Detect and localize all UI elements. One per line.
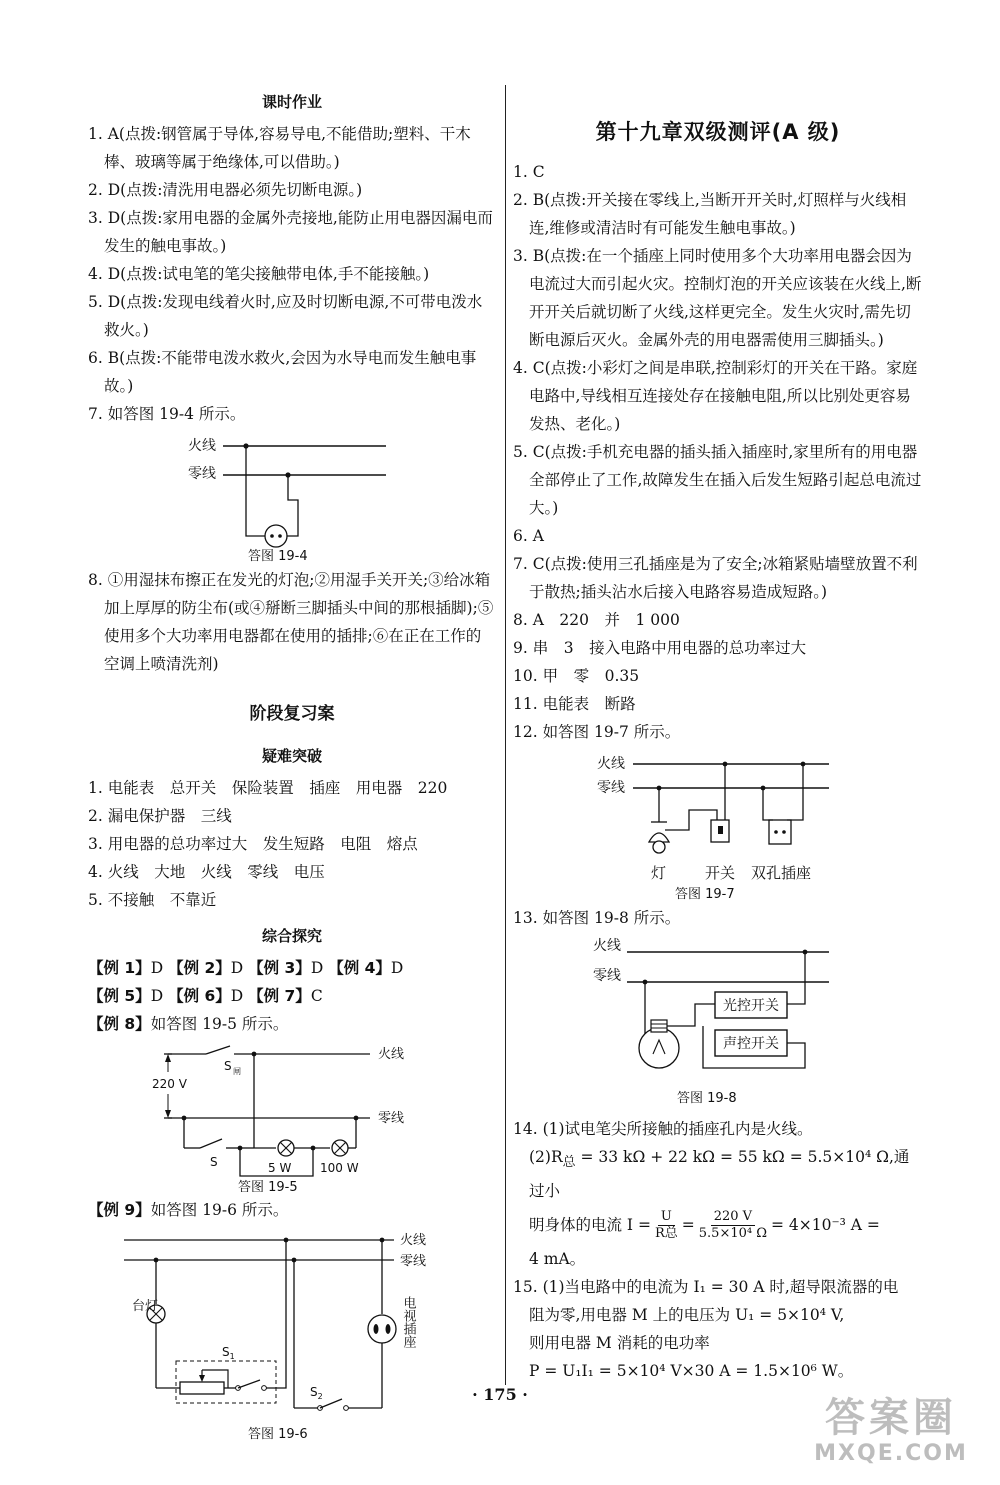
section-title-review: 阶段复习案 bbox=[249, 704, 335, 724]
example-tag: 【例 1】 bbox=[88, 959, 151, 977]
answer-item: 5. D(点拨:发现电线着火时,应及时切断电源,不可带电泼水救火。) bbox=[88, 293, 483, 339]
fraction bbox=[699, 1209, 767, 1242]
answer-item: 5. 不接触 不靠近 bbox=[88, 891, 217, 909]
column-divider bbox=[505, 85, 506, 1385]
bulb-icon bbox=[639, 1028, 679, 1068]
neutral-wire-label: 零线 bbox=[400, 1254, 427, 1269]
circuit-diagram-19-7 bbox=[513, 750, 923, 900]
answer-item: 5. C(点拨:手机充电器的插头插入插座时,家里所有的用电器全部停止了工作,故障发生在插入后发生短路引起总电流过大。) bbox=[513, 443, 922, 517]
figure-caption: 答图 19-8 bbox=[677, 1091, 737, 1106]
text-fragment: (2)R bbox=[529, 1148, 563, 1166]
figure-caption: 答图 19-4 bbox=[248, 549, 308, 562]
neutral-wire-label: 零线 bbox=[593, 968, 621, 984]
circuit-diagram-19-8 bbox=[513, 936, 923, 1111]
socket-label: 双孔插座 bbox=[751, 864, 812, 882]
lamp-label: 灯 bbox=[651, 864, 667, 882]
fraction-denominator: 5.5×10⁴ Ω bbox=[698, 1225, 767, 1241]
section-title-homework: 课时作业 bbox=[261, 93, 322, 111]
figure-caption: 答图 19-6 bbox=[248, 1427, 308, 1442]
equals-sign: = bbox=[681, 1216, 695, 1235]
example-tag: 【例 4】 bbox=[328, 959, 391, 977]
answer-item: 13. 如答图 19-8 所示。 bbox=[513, 909, 681, 927]
circuit-diagram-19-4 bbox=[88, 432, 488, 562]
neutral-wire-label: 零线 bbox=[188, 466, 216, 482]
answer-item: 7. C(点拨:使用三孔插座是为了安全;冰箱紧贴墙壁放置不利于散热;插头沾水后接入电路容易造成短路。) bbox=[513, 555, 918, 601]
answer-item: 4. D(点拨:试电笔的笔尖接触带电体,手不能接触。) bbox=[88, 265, 430, 283]
answer-item: 12. 如答图 19-7 所示。 bbox=[513, 723, 681, 741]
answer-subline bbox=[513, 1143, 923, 1205]
answer-item: 10. 甲 零 0.35 bbox=[513, 667, 640, 685]
main-switch-sub: 闸 bbox=[233, 1067, 241, 1076]
answer-item: 6. A bbox=[513, 527, 544, 545]
example-text: 如答图 19-6 所示。 bbox=[150, 1201, 289, 1219]
answer-item: 3. B(点拨:在一个插座上同时使用多个大功率用电器会因为电流过大而引起火灾。控制灯泡的开关应该装在火线上,断开开关后就切断了火线,这样更完全。发生火灾时,需先切断电源后灭火。金属外壳的用电器需使用三脚插头。) bbox=[513, 247, 922, 349]
answer-item: 1. 电能表 总开关 保险装置 插座 用电器 220 bbox=[88, 779, 448, 797]
example-tag: 【例 2】 bbox=[168, 959, 231, 977]
example-answer: D bbox=[230, 959, 244, 977]
example-text: 如答图 19-5 所示。 bbox=[150, 1015, 289, 1033]
tv-socket-label: 电视插座 bbox=[400, 1296, 416, 1348]
switch-s1-label: $S_1$ bbox=[222, 1345, 235, 1361]
power-label: 5 W bbox=[268, 1161, 292, 1175]
answer-item: 2. D(点拨:清洗用电器必须先切断电源。) bbox=[88, 181, 363, 199]
answer-item: 11. 电能表 断路 bbox=[513, 695, 636, 713]
answer-item: 6. B(点拨:不能带电泼水救火,会因为水导电而发生触电事故。) bbox=[88, 349, 477, 395]
watermark-url: MXQE.COM bbox=[814, 1441, 968, 1466]
answer-item: 2. 漏电保护器 三线 bbox=[88, 807, 232, 825]
socket-icon bbox=[265, 525, 287, 547]
figure-19-5 bbox=[88, 1042, 496, 1192]
example-answer: C bbox=[310, 987, 323, 1005]
live-wire-label: 火线 bbox=[378, 1047, 405, 1062]
switch-s2-label: $S_2$ bbox=[310, 1385, 323, 1401]
example-answers-row bbox=[88, 982, 496, 1010]
answer-item: 15. (1)当电路中的电流为 I₁ = 30 A 时,超导限流器的电 bbox=[513, 1278, 899, 1297]
answer-item: 9. 串 3 接入电路中用电器的总功率过大 bbox=[513, 639, 807, 657]
answer-item: 7. 如答图 19-4 所示。 bbox=[88, 405, 246, 423]
figure-caption: 答图 19-5 bbox=[238, 1180, 298, 1192]
example-answer: D bbox=[390, 959, 404, 977]
page-number: · 175 · bbox=[472, 1385, 528, 1404]
answer-item: 14. (1)试电笔尖所接触的插座孔内是火线。 bbox=[513, 1120, 813, 1138]
example-tag: 【例 6】 bbox=[168, 987, 231, 1005]
fraction-denominator: R总 bbox=[654, 1225, 678, 1241]
section-title-explore: 综合探究 bbox=[261, 927, 322, 945]
answer-subline: 4 mA。 bbox=[529, 1250, 586, 1269]
text-fragment: = 4×10⁻³ A = bbox=[771, 1216, 880, 1235]
main-switch-label: S bbox=[224, 1059, 232, 1073]
switch-s-label: S bbox=[210, 1155, 218, 1169]
figure-19-6 bbox=[88, 1228, 496, 1443]
section-title-difficulty: 疑难突破 bbox=[261, 747, 322, 765]
neutral-wire-label: 零线 bbox=[378, 1111, 405, 1126]
left-column bbox=[88, 80, 496, 1447]
light-control-switch-label: 光控开关 bbox=[723, 998, 779, 1014]
example-8 bbox=[88, 1010, 496, 1038]
text-fragment: 明身体的电流 I = bbox=[529, 1216, 651, 1235]
fraction-numerator: 220 V bbox=[711, 1209, 755, 1226]
subscript: 总 bbox=[562, 1155, 576, 1171]
figure-19-4 bbox=[88, 432, 496, 562]
live-wire-label: 火线 bbox=[188, 438, 216, 454]
answer-subline bbox=[513, 1205, 923, 1245]
example-tag: 【例 9】 bbox=[88, 1201, 151, 1219]
power-label: 100 W bbox=[320, 1161, 359, 1175]
answer-item: 4. C(点拨:小彩灯之间是串联,控制彩灯的开关在干路。家庭电路中,导线相互连接处存在接触电阻,所以比别处更容易发热、老化。) bbox=[513, 359, 918, 433]
figure-19-7 bbox=[513, 750, 923, 900]
switch-label: 开关 bbox=[705, 864, 736, 882]
example-tag: 【例 8】 bbox=[88, 1015, 151, 1033]
answer-item: 1. A(点拨:钢管属于导体,容易导电,不能借助;塑料、干木棒、玻璃等属于绝缘体,可以借助。) bbox=[88, 125, 471, 171]
neutral-wire-label: 零线 bbox=[597, 780, 625, 796]
sound-control-switch-label: 声控开关 bbox=[723, 1036, 779, 1052]
live-wire-label: 火线 bbox=[400, 1233, 427, 1248]
example-9 bbox=[88, 1196, 496, 1224]
answer-item: 8. ①用湿抹布擦正在发光的灯泡;②用湿手关开关;③给冰箱加上厚厚的防尘布(或④掰断三脚插头中间的那根插脚);⑤使用多个大功率用电器都在使用的插排;⑥在正在工作的空调上喷清洗剂) bbox=[88, 571, 494, 673]
example-answer: D bbox=[150, 959, 164, 977]
fraction-numerator: U bbox=[658, 1209, 675, 1226]
answer-item: 3. D(点拨:家用电器的金属外壳接地,能防止用电器因漏电而发生的触电事故。) bbox=[88, 209, 493, 255]
circuit-diagram-19-5 bbox=[88, 1042, 488, 1192]
live-wire-label: 火线 bbox=[593, 938, 621, 954]
answer-item: 3. 用电器的总功率过大 发生短路 电阻 熔点 bbox=[88, 835, 418, 853]
lamp-label: 台灯 bbox=[132, 1299, 159, 1314]
example-answers-row bbox=[88, 954, 496, 982]
answer-item: 1. C bbox=[513, 163, 545, 181]
answer-item: 4. 火线 大地 火线 零线 电压 bbox=[88, 863, 325, 881]
example-tag: 【例 5】 bbox=[88, 987, 151, 1005]
watermark bbox=[796, 1395, 986, 1475]
example-answer: D bbox=[230, 987, 244, 1005]
answer-subline: 阻为零,用电器 M 上的电压为 U₁ = 5×10⁴ V, bbox=[529, 1306, 845, 1325]
chapter-title: 第十九章双级测评(A 级) bbox=[595, 120, 841, 144]
example-tag: 【例 7】 bbox=[248, 987, 311, 1005]
socket-icon bbox=[368, 1315, 396, 1343]
socket-icon bbox=[769, 820, 791, 844]
circuit-diagram-19-6 bbox=[88, 1228, 488, 1443]
example-answer: D bbox=[150, 987, 164, 1005]
example-tag: 【例 3】 bbox=[248, 959, 311, 977]
fraction bbox=[655, 1209, 678, 1242]
live-wire-label: 火线 bbox=[597, 756, 625, 772]
watermark-text: 答案圈 bbox=[825, 1395, 957, 1441]
figure-caption: 答图 19-7 bbox=[675, 887, 735, 900]
answer-subline: P = U₁I₁ = 5×10⁴ V×30 A = 1.5×10⁶ W。 bbox=[529, 1362, 854, 1381]
answer-item: 2. B(点拨:开关接在零线上,当断开开关时,灯照样与火线相连,维修或清洁时有可能发生触电事故。) bbox=[513, 191, 907, 237]
right-column bbox=[513, 80, 923, 1385]
voltage-label: 220 V bbox=[152, 1077, 187, 1091]
text-fragment: = 33 kΩ + 22 kΩ = 55 kΩ = 5.5×10⁴ Ω,通过小 bbox=[529, 1148, 910, 1201]
answer-item: 8. A 220 并 1 000 bbox=[513, 611, 680, 629]
figure-19-8 bbox=[513, 936, 923, 1111]
example-answer: D bbox=[310, 959, 324, 977]
answer-subline: 则用电器 M 消耗的电功率 bbox=[529, 1334, 710, 1353]
